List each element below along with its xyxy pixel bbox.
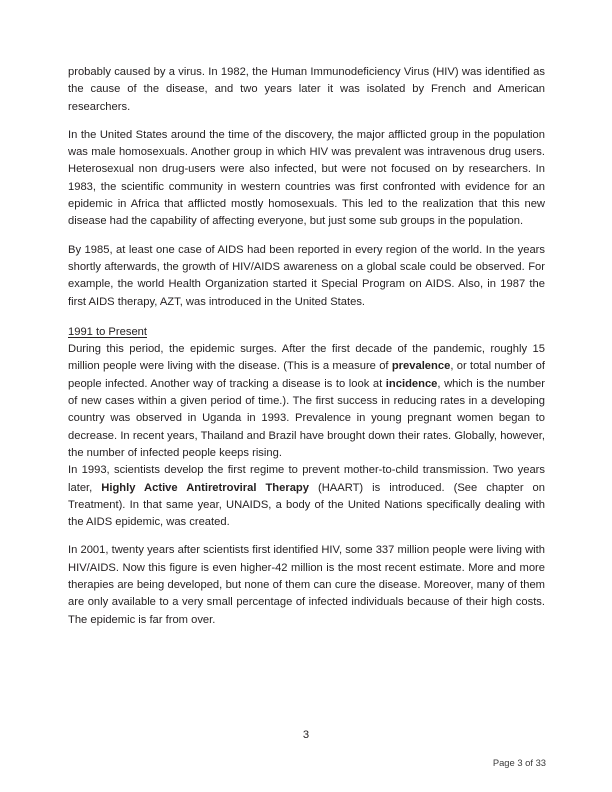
paragraph-2001-statistics: In 2001, twenty years after scientists first identified HIV, some 337 million people were living with HIV/AIDS. Now this figure is even higher-42 million is the most recent estimate. More and more therapies are being developed, but none of them can cure the disease. Moreover, many of them are only available to a very small percentage of infected individuals because of their high costs. The epidemic is far from over. — [68, 544, 545, 626]
footer-page-indicator: Page 3 of 33 — [492, 757, 546, 768]
paragraph-haart-part-b: (HAART) is introduced. (See chapter on Treatment). In that same year, UNAIDS, a body of the United Nations specifically dealing with the AIDS epidemic, was created. — [68, 481, 545, 529]
paragraph-global-spread-1985: By 1985, at least one case of AIDS had been reported in every region of the world. In the years shortly afterwards, the growth of HIV/AIDS awareness on a global scale could be observed. For example, the world Health Organization started it Special Program on AIDS. Also, in 1987 the first AIDS therapy, AZT, was introduced in the United States. — [68, 243, 545, 308]
paragraph-haart-unaids — [68, 462, 545, 531]
paragraph-epidemic-surges-part-c: , which is the number of new cases within a given period of time.). The first success in reducing rates in a developing country was observed in Uganda in 1993. Prevalence in young pregnant women began to decrease. In recent years, Thailand and Brazil have brought down their rates. Globally, however, the number of infected people keeps rising. — [68, 377, 545, 459]
paragraph-haart-part-a: In 1993, scientists develop the first regime to prevent mother-to-child transmission. Two years later, — [68, 464, 545, 494]
section-heading-1991-to-present: 1991 to Present — [68, 325, 147, 338]
paragraph-virus-identification: probably caused by a virus. In 1982, the Human Immunodeficiency Virus (HIV) was identified as the cause of the disease, and two years later it was isolated by French and American researchers. — [68, 66, 545, 113]
page-content — [68, 64, 545, 640]
paragraph-epidemic-surges-part-a: During this period, the epidemic surges. After the first decade of the pandemic, roughly 15 million people were living with the disease. (This is a measure of — [68, 343, 545, 373]
heading-wrap — [68, 322, 545, 341]
paragraph-epidemic-surges-part-b: , or total number of people infected. Another way of tracking a disease is to look at — [68, 360, 545, 390]
page-number-center: 3 — [302, 729, 310, 741]
term-incidence: incidence — [385, 377, 438, 390]
term-prevalence: prevalence — [391, 360, 451, 373]
paragraph-united-states-afflicted-groups: In the United States around the time of the discovery, the major afflicted group in the population was male homosexuals. Another group in which HIV was prevalent was intravenous drug users. Heterosexual non drug-users were also infected, but were not focused on by researchers. In 1983, the scientific community in western countries was first confronted with evidence for an epidemic in Africa that afflicted mostly homosexuals. This led to the realization that this new disease had the capability of affecting everyone, but just some sub groups in the population. — [68, 128, 545, 228]
paragraph-epidemic-surges — [68, 341, 545, 462]
term-haart: Highly Active Antiretroviral Therapy — [101, 481, 309, 494]
